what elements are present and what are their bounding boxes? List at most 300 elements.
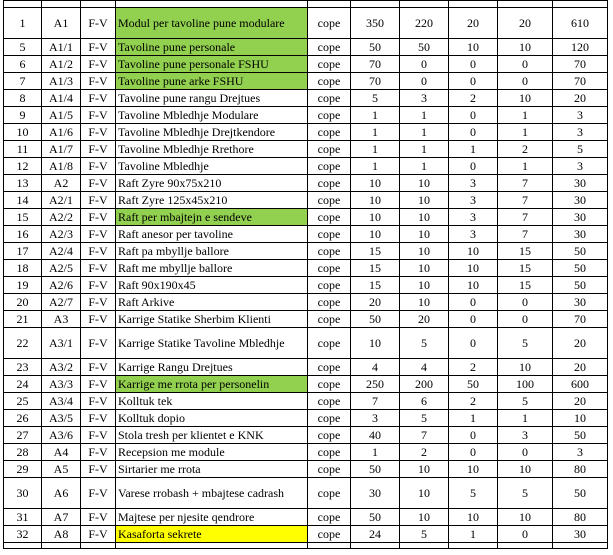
cell-total: 80: [553, 461, 608, 478]
cell-qty-4: 0: [498, 311, 553, 328]
cell-type: F-V: [81, 73, 116, 90]
cell-qty-1: 70: [351, 56, 400, 73]
table-row: [4, 73, 608, 90]
cell-item-name: Raft me mbyllje ballore: [116, 260, 308, 277]
cell-type: F-V: [81, 192, 116, 209]
cell-qty-4: 1: [498, 124, 553, 141]
cell-qty-1: 50: [351, 461, 400, 478]
cell-qty-4: 10: [498, 359, 553, 376]
cell-qty-2: 1: [400, 124, 449, 141]
table-row: [4, 260, 608, 277]
cell-total: 20: [553, 359, 608, 376]
cell-qty-2: 10: [400, 461, 449, 478]
cell-qty-2: 10: [400, 509, 449, 526]
cell-qty-2: 0: [400, 73, 449, 90]
cell-type: F-V: [81, 209, 116, 226]
cell-qty-3: 1: [449, 526, 498, 543]
cell-total: 3: [553, 158, 608, 175]
cell-qty-3: 1: [449, 410, 498, 427]
table-row: [4, 243, 608, 260]
cell-qty-2: 0: [400, 56, 449, 73]
cell-qty-3: 10: [449, 260, 498, 277]
cell-total: 70: [553, 311, 608, 328]
cell-qty-1: 15: [351, 260, 400, 277]
cell-unit: cope: [308, 8, 351, 39]
cell-qty-1: 1: [351, 444, 400, 461]
cell-qty-4: 3: [498, 427, 553, 444]
cell-type: F-V: [81, 158, 116, 175]
cell-item-name: Recepsion me module: [116, 444, 308, 461]
cell-qty-3: 20: [449, 8, 498, 39]
cell-qty-2: 5: [400, 526, 449, 543]
cell-nr: 23: [4, 359, 42, 376]
cell-type: F-V: [81, 107, 116, 124]
cell-qty-3: 10: [449, 243, 498, 260]
cell-unit: cope: [308, 509, 351, 526]
table-row-top-cutoff: [4, 1, 608, 8]
cell-qty-4: 15: [498, 243, 553, 260]
cell-qty-4: 0: [498, 294, 553, 311]
table-row: [4, 124, 608, 141]
cell-type: F-V: [81, 226, 116, 243]
cell-code: A2/6: [42, 277, 81, 294]
cell-qty-1: 10: [351, 192, 400, 209]
cell-qty-4: 7: [498, 175, 553, 192]
cell-qty-4: 0: [498, 444, 553, 461]
cell-item-name: Tavoline Mbledhje Drejtkendore: [116, 124, 308, 141]
cell-type: F-V: [81, 444, 116, 461]
cell-code: A2/4: [42, 243, 81, 260]
table-row: [4, 277, 608, 294]
cell-unit: cope: [308, 73, 351, 90]
cell-nr: 1: [4, 8, 42, 39]
cell-item-name: Raft Arkive: [116, 294, 308, 311]
cell-qty-4: 5: [498, 328, 553, 359]
cell-nr: 28: [4, 444, 42, 461]
cell-code: A3/3: [42, 376, 81, 393]
cell-qty-3: 3: [449, 226, 498, 243]
cell-item-name: Kolltuk dopio: [116, 410, 308, 427]
cell-nr: 24: [4, 376, 42, 393]
cell-unit: cope: [308, 158, 351, 175]
cell-qty-4: 10: [498, 90, 553, 107]
cell-type: F-V: [81, 526, 116, 543]
cell-item-name: Stola tresh per klientet e KNK: [116, 427, 308, 444]
cell-unit: cope: [308, 328, 351, 359]
table-row: [4, 8, 608, 39]
table-row: [4, 107, 608, 124]
cell-nr: 20: [4, 294, 42, 311]
cell-qty-3: 2: [449, 393, 498, 410]
cell-total: 30: [553, 526, 608, 543]
cell-qty-4: 5: [498, 478, 553, 509]
cell-item-name: Raft 90x190x45: [116, 277, 308, 294]
cell-total: 50: [553, 478, 608, 509]
cell-nr: 19: [4, 277, 42, 294]
cell-qty-4: 10: [498, 39, 553, 56]
cell-total: 50: [553, 243, 608, 260]
cell-unit: cope: [308, 311, 351, 328]
cell-qty-2: 6: [400, 393, 449, 410]
table-row: [4, 226, 608, 243]
cell-qty-4: 20: [498, 8, 553, 39]
cell-nr: 32: [4, 526, 42, 543]
cell-nr: 30: [4, 478, 42, 509]
table-row: [4, 376, 608, 393]
cell-code: A1/7: [42, 141, 81, 158]
cell-qty-3: 10: [449, 509, 498, 526]
cell-qty-1: 50: [351, 39, 400, 56]
table-row: [4, 328, 608, 359]
cell-qty-2: 20: [400, 311, 449, 328]
cell-unit: cope: [308, 260, 351, 277]
cell-unit: cope: [308, 124, 351, 141]
cell-nr: 18: [4, 260, 42, 277]
cell-code: A3: [42, 311, 81, 328]
cell-code: A2: [42, 175, 81, 192]
cell-item-name: Sirtarier me rrota: [116, 461, 308, 478]
cell-code: A8: [42, 526, 81, 543]
cell-qty-3: 0: [449, 311, 498, 328]
table-row: [4, 509, 608, 526]
cell-code: A6: [42, 478, 81, 509]
cell-nr: 11: [4, 141, 42, 158]
cell-type: F-V: [81, 175, 116, 192]
cell-type: F-V: [81, 124, 116, 141]
cell-nr: 9: [4, 107, 42, 124]
cell-total: 30: [553, 294, 608, 311]
cell-qty-2: 3: [400, 90, 449, 107]
cell-qty-4: 5: [498, 393, 553, 410]
cell-code: A1/3: [42, 73, 81, 90]
cell-unit: cope: [308, 376, 351, 393]
cell-qty-4: 0: [498, 526, 553, 543]
cell-qty-1: 10: [351, 209, 400, 226]
cell-qty-4: 1: [498, 107, 553, 124]
table-row: [4, 39, 608, 56]
cell-qty-3: 1: [449, 141, 498, 158]
cell-nr: 7: [4, 73, 42, 90]
cell-qty-3: 3: [449, 192, 498, 209]
cell-qty-2: 10: [400, 209, 449, 226]
cell-qty-4: 2: [498, 141, 553, 158]
cell-qty-4: 0: [498, 56, 553, 73]
cell-type: F-V: [81, 141, 116, 158]
cell-nr: 25: [4, 393, 42, 410]
cell-unit: cope: [308, 427, 351, 444]
cell-unit: cope: [308, 90, 351, 107]
table-row: [4, 209, 608, 226]
cell-qty-1: 20: [351, 294, 400, 311]
cell-type: F-V: [81, 8, 116, 39]
cell-item-name: Majtese per njesite qendrore: [116, 509, 308, 526]
cell-qty-3: 50: [449, 376, 498, 393]
cell-qty-3: 0: [449, 158, 498, 175]
cell-qty-3: 2: [449, 90, 498, 107]
cell-code: A3/2: [42, 359, 81, 376]
cell-qty-1: 1: [351, 107, 400, 124]
cell-qty-3: 0: [449, 328, 498, 359]
table-row: [4, 478, 608, 509]
cell-nr: 22: [4, 328, 42, 359]
cell-qty-3: 2: [449, 359, 498, 376]
cell-total: 610: [553, 8, 608, 39]
cell-unit: cope: [308, 359, 351, 376]
cell-qty-1: 5: [351, 90, 400, 107]
cell-nr: 6: [4, 56, 42, 73]
cell-qty-2: 220: [400, 8, 449, 39]
cell-qty-1: 70: [351, 73, 400, 90]
cell-code: A1/2: [42, 56, 81, 73]
cell-item-name: Modul per tavoline pune modulare: [116, 8, 308, 39]
table-row: [4, 444, 608, 461]
cell-nr: 5: [4, 39, 42, 56]
table-row: [4, 158, 608, 175]
cell-type: F-V: [81, 461, 116, 478]
inventory-table: [3, 0, 608, 549]
cell-item-name: Karrige me rrota per personelin: [116, 376, 308, 393]
cell-qty-1: 3: [351, 410, 400, 427]
cell-code: A1/5: [42, 107, 81, 124]
cell-item-name: Tavoline Mbledhje Modulare: [116, 107, 308, 124]
cell-total: 80: [553, 509, 608, 526]
cell-type: F-V: [81, 478, 116, 509]
cell-qty-3: 10: [449, 461, 498, 478]
cell-nr: 29: [4, 461, 42, 478]
cell-qty-4: 7: [498, 192, 553, 209]
cell-item-name: Raft anesor per tavoline: [116, 226, 308, 243]
cell-qty-4: 15: [498, 260, 553, 277]
cell-type: F-V: [81, 39, 116, 56]
cell-qty-2: 10: [400, 478, 449, 509]
cell-unit: cope: [308, 226, 351, 243]
cell-total: 30: [553, 209, 608, 226]
cell-item-name: Karrige Statike Tavoline Mbledhje: [116, 328, 308, 359]
cell-type: F-V: [81, 311, 116, 328]
cell-qty-4: 1: [498, 410, 553, 427]
cell-qty-2: 4: [400, 359, 449, 376]
cell-nr: 21: [4, 311, 42, 328]
cell-qty-4: 100: [498, 376, 553, 393]
cell-unit: cope: [308, 478, 351, 509]
cell-item-name: Karrige Statike Sherbim Klienti: [116, 311, 308, 328]
cell-item-name: Raft Zyre 125x45x210: [116, 192, 308, 209]
cell-qty-1: 1: [351, 158, 400, 175]
cell-qty-2: 10: [400, 175, 449, 192]
cell-unit: cope: [308, 393, 351, 410]
cell-total: 20: [553, 90, 608, 107]
table-body: [4, 1, 608, 549]
cell-type: F-V: [81, 260, 116, 277]
cell-total: 20: [553, 328, 608, 359]
cell-unit: cope: [308, 141, 351, 158]
cell-qty-2: 10: [400, 226, 449, 243]
cell-total: 50: [553, 260, 608, 277]
cell-total: 10: [553, 410, 608, 427]
cell-type: F-V: [81, 393, 116, 410]
cell-item-name: Raft per mbajtejn e sendeve: [116, 209, 308, 226]
cell-nr: 27: [4, 427, 42, 444]
cell-type: F-V: [81, 294, 116, 311]
cell-qty-4: 10: [498, 509, 553, 526]
cell-code: A3/6: [42, 427, 81, 444]
cell-unit: cope: [308, 39, 351, 56]
table-row: [4, 410, 608, 427]
cell-total: 3: [553, 124, 608, 141]
cell-type: F-V: [81, 427, 116, 444]
table-row: [4, 461, 608, 478]
cell-item-name: Tavoline pune personale: [116, 39, 308, 56]
cell-qty-2: 2: [400, 444, 449, 461]
cell-qty-2: 200: [400, 376, 449, 393]
cell-qty-2: 10: [400, 192, 449, 209]
cell-qty-2: 50: [400, 39, 449, 56]
cell-total: 30: [553, 192, 608, 209]
cell-total: 3: [553, 107, 608, 124]
cell-qty-3: 0: [449, 294, 498, 311]
cell-qty-3: 0: [449, 427, 498, 444]
cell-unit: cope: [308, 243, 351, 260]
cell-qty-3: 0: [449, 56, 498, 73]
cell-qty-3: 0: [449, 73, 498, 90]
cell-total: 3: [553, 444, 608, 461]
cell-total: 5: [553, 141, 608, 158]
cell-type: F-V: [81, 376, 116, 393]
cell-code: A1/8: [42, 158, 81, 175]
cell-unit: cope: [308, 526, 351, 543]
cell-qty-1: 30: [351, 478, 400, 509]
cell-type: F-V: [81, 243, 116, 260]
cell-qty-1: 15: [351, 277, 400, 294]
cell-item-name: Tavoline Mbledhje: [116, 158, 308, 175]
cell-qty-1: 350: [351, 8, 400, 39]
cell-nr: 10: [4, 124, 42, 141]
cell-qty-4: 7: [498, 226, 553, 243]
cell-qty-3: 3: [449, 209, 498, 226]
cell-qty-1: 24: [351, 526, 400, 543]
cell-code: A7: [42, 509, 81, 526]
cell-qty-2: 1: [400, 141, 449, 158]
cell-total: 120: [553, 39, 608, 56]
cell-unit: cope: [308, 107, 351, 124]
cell-type: F-V: [81, 359, 116, 376]
cell-code: A1: [42, 8, 81, 39]
cell-qty-1: 7: [351, 393, 400, 410]
cell-total: 30: [553, 226, 608, 243]
cell-code: A2/2: [42, 209, 81, 226]
cell-qty-1: 250: [351, 376, 400, 393]
cell-nr: 14: [4, 192, 42, 209]
cell-total: 50: [553, 277, 608, 294]
cell-code: A4: [42, 444, 81, 461]
cell-nr: 15: [4, 209, 42, 226]
cell-item-name: Kasaforta sekrete: [116, 526, 308, 543]
cell-item-name: Tavoline pune personale FSHU: [116, 56, 308, 73]
cell-qty-1: 10: [351, 328, 400, 359]
cell-nr: 13: [4, 175, 42, 192]
cell-unit: cope: [308, 444, 351, 461]
cell-qty-2: 10: [400, 243, 449, 260]
cell-qty-2: 1: [400, 107, 449, 124]
cell-qty-3: 0: [449, 107, 498, 124]
cell-total: 70: [553, 73, 608, 90]
cell-code: A1/4: [42, 90, 81, 107]
cell-qty-1: 10: [351, 175, 400, 192]
cell-qty-2: 10: [400, 277, 449, 294]
cell-total: 70: [553, 56, 608, 73]
inventory-table-container: [3, 0, 607, 549]
cell-item-name: Raft Zyre 90x75x210: [116, 175, 308, 192]
cell-total: 20: [553, 393, 608, 410]
cell-code: A2/1: [42, 192, 81, 209]
cell-qty-2: 5: [400, 328, 449, 359]
cell-unit: cope: [308, 56, 351, 73]
cell-total: 600: [553, 376, 608, 393]
cell-code: A2/7: [42, 294, 81, 311]
cell-qty-3: 10: [449, 277, 498, 294]
cell-unit: cope: [308, 461, 351, 478]
cell-item-name: Varese rrobash + mbajtese cadrash: [116, 478, 308, 509]
cell-qty-4: 15: [498, 277, 553, 294]
cell-item-name: Tavoline Mbledhje Rrethore: [116, 141, 308, 158]
table-row-bottom-cutoff: [4, 543, 608, 549]
cell-qty-1: 50: [351, 509, 400, 526]
cell-qty-2: 10: [400, 294, 449, 311]
cell-unit: cope: [308, 175, 351, 192]
cell-item-name: Kolltuk tek: [116, 393, 308, 410]
cell-qty-2: 10: [400, 260, 449, 277]
cell-qty-3: 0: [449, 444, 498, 461]
cell-qty-2: 5: [400, 410, 449, 427]
cell-qty-1: 4: [351, 359, 400, 376]
cell-item-name: Tavoline pune arke FSHU: [116, 73, 308, 90]
cell-code: A3/4: [42, 393, 81, 410]
cell-type: F-V: [81, 56, 116, 73]
cell-qty-3: 3: [449, 175, 498, 192]
cell-nr: 17: [4, 243, 42, 260]
cell-nr: 26: [4, 410, 42, 427]
cell-qty-4: 0: [498, 73, 553, 90]
cell-qty-1: 15: [351, 243, 400, 260]
cell-code: A5: [42, 461, 81, 478]
cell-item-name: Raft pa mbyllje ballore: [116, 243, 308, 260]
cell-code: A2/3: [42, 226, 81, 243]
table-row: [4, 427, 608, 444]
cell-qty-3: 0: [449, 124, 498, 141]
table-row: [4, 175, 608, 192]
cell-item-name: Tavoline pune rangu Drejtues: [116, 90, 308, 107]
cell-qty-1: 10: [351, 226, 400, 243]
cell-qty-3: 10: [449, 39, 498, 56]
cell-unit: cope: [308, 294, 351, 311]
cell-nr: 16: [4, 226, 42, 243]
cell-total: 50: [553, 427, 608, 444]
table-row: [4, 90, 608, 107]
cell-unit: cope: [308, 410, 351, 427]
cell-total: 30: [553, 175, 608, 192]
table-row: [4, 294, 608, 311]
cell-type: F-V: [81, 90, 116, 107]
cell-unit: cope: [308, 192, 351, 209]
table-row: [4, 393, 608, 410]
table-row: [4, 311, 608, 328]
cell-code: A2/5: [42, 260, 81, 277]
cell-type: F-V: [81, 277, 116, 294]
cell-code: A3/5: [42, 410, 81, 427]
table-row: [4, 526, 608, 543]
cell-qty-4: 1: [498, 158, 553, 175]
cell-unit: cope: [308, 209, 351, 226]
